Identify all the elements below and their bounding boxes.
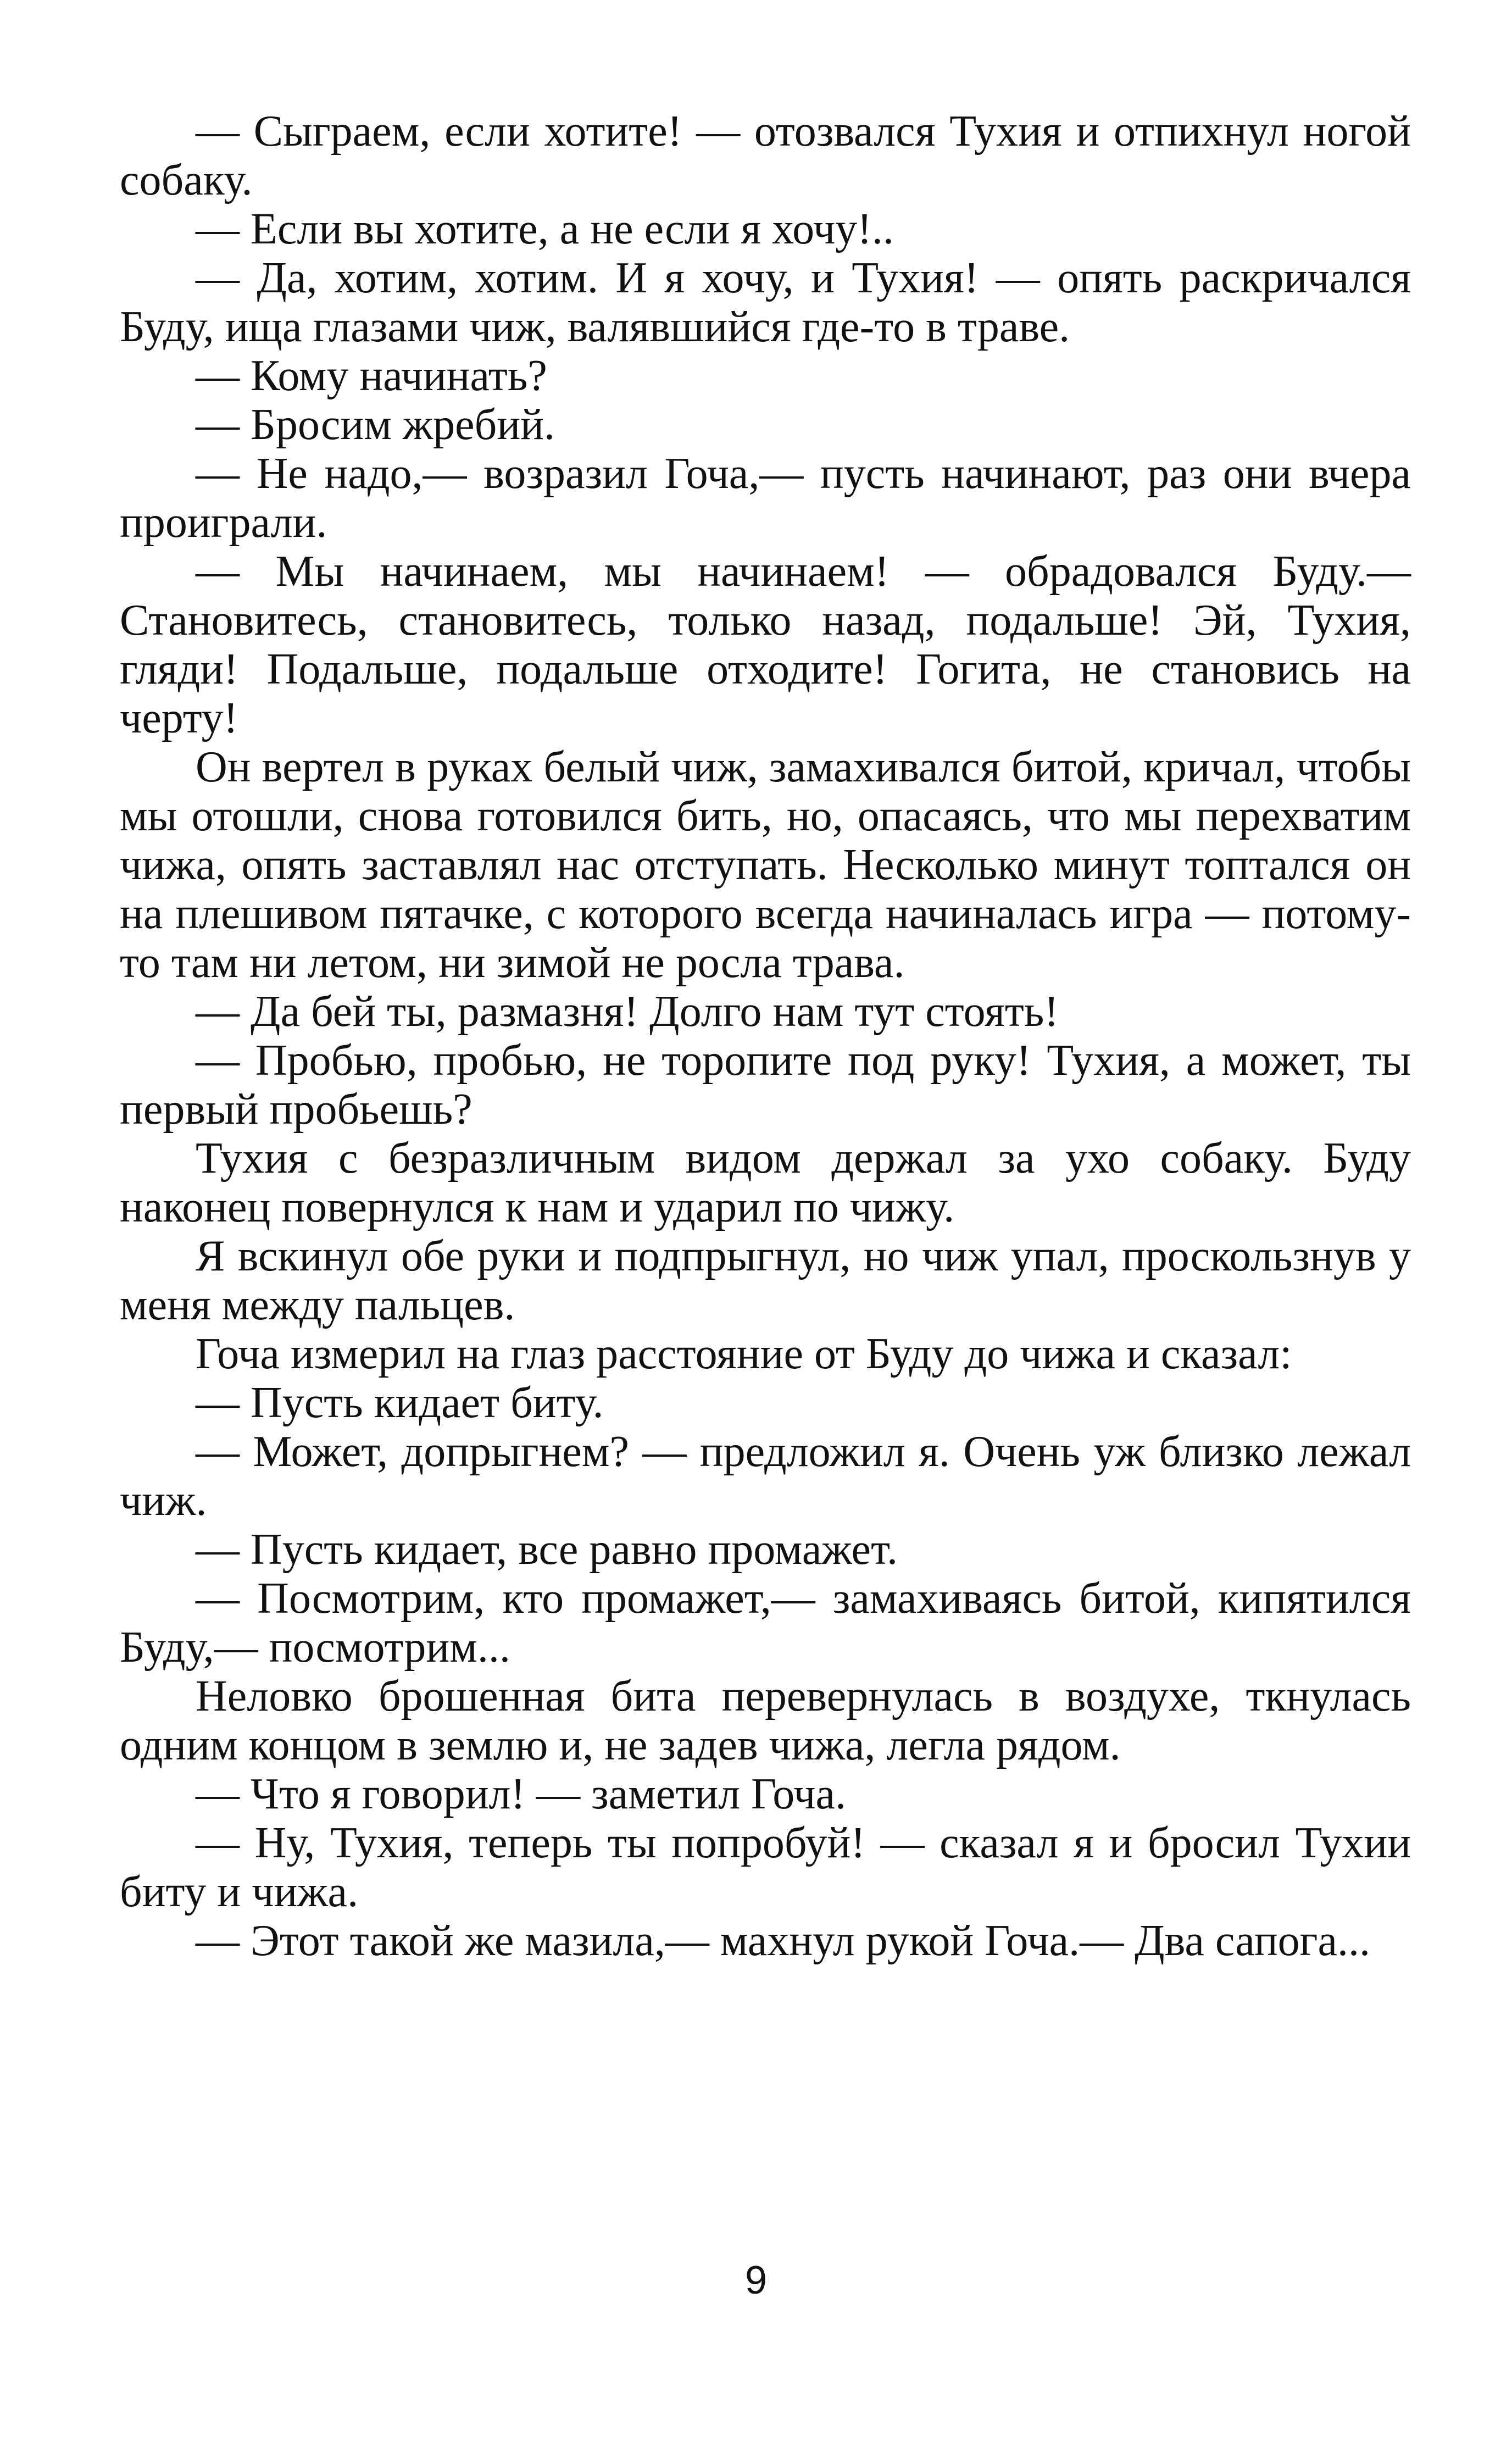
paragraph: Тухия с безразличным видом держал за ухо собаку. Буду наконец повернулся к нам и ударил по чижу. xyxy=(120,1134,1411,1231)
paragraph: — Посмотрим, кто промажет,— замахиваясь битой, кипятился Буду,— посмотрим... xyxy=(120,1574,1411,1672)
page-number: 9 xyxy=(744,2258,768,2302)
paragraph: — Если вы хотите, а не если я хочу!.. xyxy=(196,205,894,253)
paragraph: — Мы начинаем, мы начинаем! — обрадовался Буду.— Становитесь, становитесь, только назад, подальше! Эй, Тухия, гляди! Подальше, подальше отходите! Гогита, не становись на черту! xyxy=(120,547,1411,742)
page-text xyxy=(120,107,1411,1966)
paragraph: — Может, допрыгнем? — предложил я. Очень уж близко лежал чиж. xyxy=(120,1428,1411,1525)
paragraph: — Бросим жребий. xyxy=(196,401,555,449)
paragraph: — Пробью, пробью, не торопите под руку! Тухия, а может, ты первый пробьешь? xyxy=(120,1036,1411,1134)
paragraph: — Пусть кидает биту. xyxy=(196,1379,604,1427)
paragraph: — Что я говорил! — заметил Гоча. xyxy=(196,1770,846,1818)
paragraph: — Да, хотим, хотим. И я хочу, и Тухия! — опять раскричался Буду, ища глазами чиж, валявшийся где-то в траве. xyxy=(120,254,1411,351)
paragraph: Он вертел в руках белый чиж, замахивался битой, кричал, чтобы мы отошли, снова готовился бить, но, опасаясь, что мы перехватим чижа, опять заставлял нас отступать. Несколько минут топтался он на плешивом пятачке, с которого всегда начиналась игра — потому-то там ни летом, ни зимой не росла трава. xyxy=(120,743,1411,987)
paragraph: — Этот такой же мазила,— махнул рукой Гоча.— Два сапога... xyxy=(196,1917,1370,1965)
paragraph: Гоча измерил на глаз расстояние от Буду до чижа и сказал: xyxy=(196,1330,1292,1378)
paragraph: — Ну, Тухия, теперь ты попробуй! — сказал я и бросил Тухии биту и чижа. xyxy=(120,1819,1411,1916)
paragraph: — Сыграем, если хотите! — отозвался Тухия и отпихнул ногой собаку. xyxy=(120,107,1411,204)
paragraph: — Да бей ты, размазня! Долго нам тут стоять! xyxy=(196,987,1059,1036)
paragraph: — Пусть кидает, все равно промажет. xyxy=(196,1525,898,1574)
paragraph: — Кому начинать? xyxy=(196,352,547,400)
paragraph: Неловко брошенная бита перевернулась в воздухе, ткнулась одним концом в землю и, не задев чижа, легла рядом. xyxy=(120,1672,1411,1769)
paragraph: — Не надо,— возразил Гоча,— пусть начинают, раз они вчера проиграли. xyxy=(120,449,1411,547)
paragraph: Я вскинул обе руки и подпрыгнул, но чиж упал, проскользнув у меня между пальцев. xyxy=(120,1232,1411,1329)
